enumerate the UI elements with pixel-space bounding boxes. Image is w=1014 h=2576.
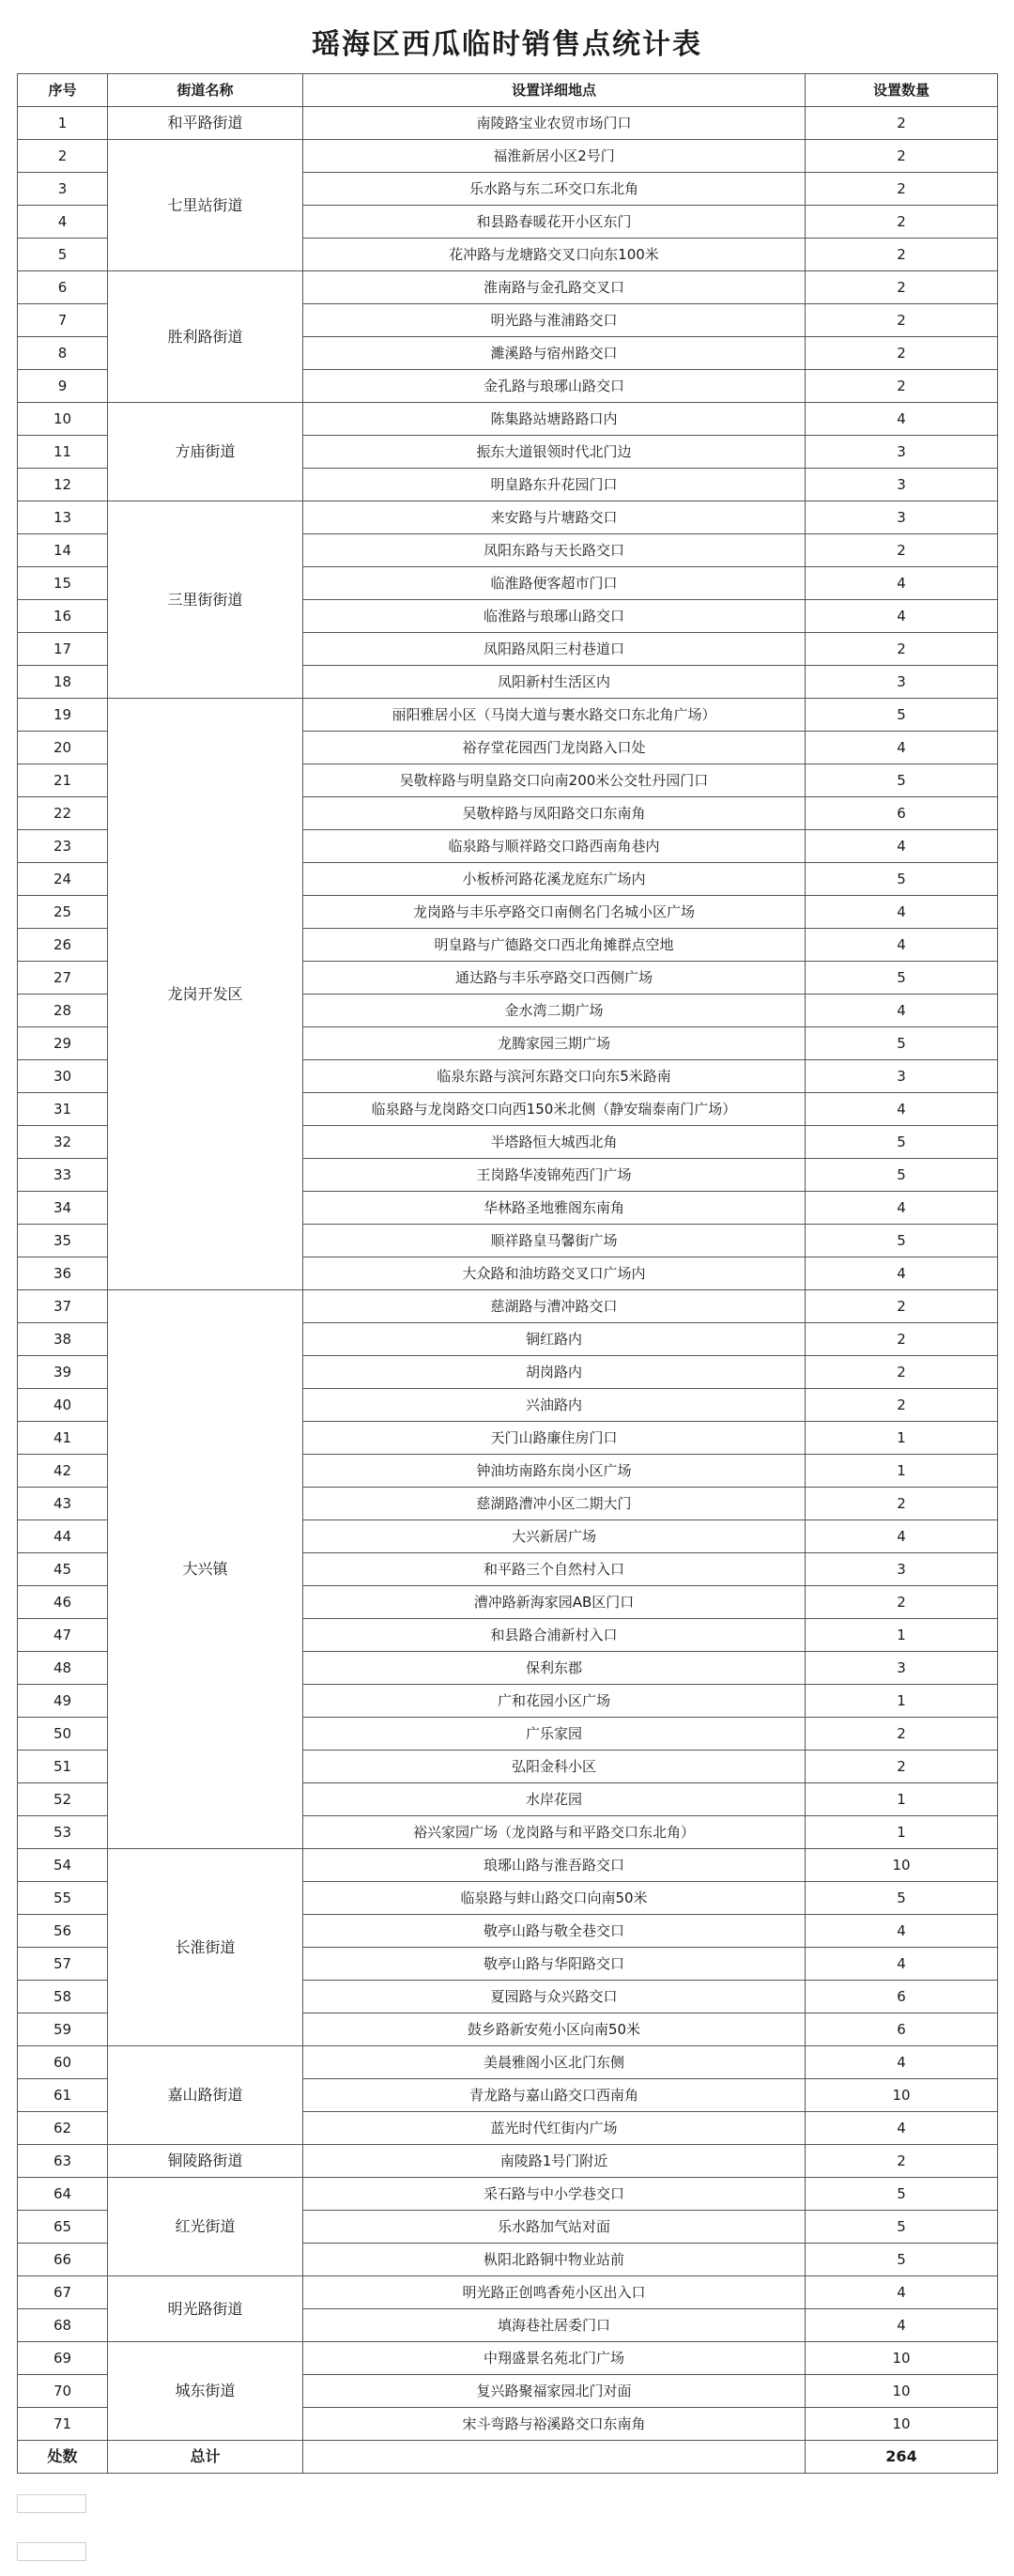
row-count: 2: [806, 1718, 998, 1751]
row-count: 2: [806, 239, 998, 271]
footer-label: 处数: [18, 2441, 108, 2474]
row-address: 大众路和油坊路交叉口广场内: [303, 1257, 806, 1290]
row-address: 凤阳路凤阳三村巷道口: [303, 633, 806, 666]
row-count: 5: [806, 1882, 998, 1915]
row-index: 16: [18, 600, 108, 633]
row-count: 4: [806, 929, 998, 962]
row-count: 6: [806, 2013, 998, 2046]
row-index: 46: [18, 1586, 108, 1619]
row-index: 33: [18, 1159, 108, 1192]
row-count: 4: [806, 732, 998, 764]
street-name: 红光街道: [108, 2178, 303, 2276]
row-count: 3: [806, 501, 998, 534]
row-address: 乐水路与东二环交口东北角: [303, 173, 806, 206]
row-count: 2: [806, 1586, 998, 1619]
row-index: 57: [18, 1948, 108, 1981]
row-address: 龙腾家园三期广场: [303, 1027, 806, 1060]
street-name: 明光路街道: [108, 2276, 303, 2342]
row-index: 45: [18, 1553, 108, 1586]
street-name: 七里站街道: [108, 140, 303, 271]
row-address: 明皇路与广德路交口西北角摊群点空地: [303, 929, 806, 962]
row-address: 临泉东路与滨河东路交口向东5米路南: [303, 1060, 806, 1093]
row-index: 65: [18, 2211, 108, 2244]
row-index: 23: [18, 830, 108, 863]
table-row: [18, 501, 998, 534]
header-street: 街道名称: [108, 74, 303, 107]
row-count: 2: [806, 1323, 998, 1356]
row-count: 2: [806, 2145, 998, 2178]
row-count: 5: [806, 1126, 998, 1159]
header-count: 设置数量: [806, 74, 998, 107]
footer-total: 264: [806, 2441, 998, 2474]
row-address: 花冲路与龙塘路交叉口向东100米: [303, 239, 806, 271]
table-row: [18, 2145, 998, 2178]
row-index: 21: [18, 764, 108, 797]
row-address: 吴敬梓路与明皇路交口向南200米公交牡丹园门口: [303, 764, 806, 797]
row-count: 5: [806, 1027, 998, 1060]
row-index: 31: [18, 1093, 108, 1126]
row-index: 48: [18, 1652, 108, 1685]
row-index: 11: [18, 436, 108, 469]
row-address: 明光路与淮浦路交口: [303, 304, 806, 337]
row-index: 40: [18, 1389, 108, 1422]
row-address: 蓝光时代红街内广场: [303, 2112, 806, 2145]
street-name: 胜利路街道: [108, 271, 303, 403]
row-index: 14: [18, 534, 108, 567]
row-count: 10: [806, 2408, 998, 2441]
row-count: 10: [806, 2079, 998, 2112]
row-address: 胡岗路内: [303, 1356, 806, 1389]
row-count: 5: [806, 2244, 998, 2276]
row-index: 26: [18, 929, 108, 962]
row-count: 1: [806, 1685, 998, 1718]
row-count: 2: [806, 271, 998, 304]
row-count: 2: [806, 1389, 998, 1422]
table-row: [18, 2046, 998, 2079]
row-index: 22: [18, 797, 108, 830]
row-address: 和平路三个自然村入口: [303, 1553, 806, 1586]
row-index: 2: [18, 140, 108, 173]
row-count: 3: [806, 469, 998, 501]
row-address: 振东大道银领时代北门边: [303, 436, 806, 469]
row-count: 4: [806, 1948, 998, 1981]
row-count: 3: [806, 666, 998, 699]
row-index: 62: [18, 2112, 108, 2145]
row-address: 保利东郡: [303, 1652, 806, 1685]
row-index: 39: [18, 1356, 108, 1389]
row-index: 20: [18, 732, 108, 764]
row-index: 42: [18, 1455, 108, 1488]
row-address: 丽阳雅居小区（马岗大道与裹水路交口东北角广场）: [303, 699, 806, 732]
row-address: 裕兴家园广场（龙岗路与和平路交口东北角）: [303, 1816, 806, 1849]
table-row: [18, 403, 998, 436]
row-index: 32: [18, 1126, 108, 1159]
row-address: 金孔路与琅琊山路交口: [303, 370, 806, 403]
footer-blank: [303, 2441, 806, 2474]
row-index: 56: [18, 1915, 108, 1948]
row-count: 2: [806, 173, 998, 206]
row-index: 51: [18, 1751, 108, 1783]
row-address: 华林路圣地雅阁东南角: [303, 1192, 806, 1225]
row-address: 铜红路内: [303, 1323, 806, 1356]
row-address: 临淮路便客超市门口: [303, 567, 806, 600]
row-index: 64: [18, 2178, 108, 2211]
row-index: 59: [18, 2013, 108, 2046]
footer-box-2: [17, 2542, 86, 2561]
row-count: 2: [806, 1751, 998, 1783]
row-count: 2: [806, 140, 998, 173]
row-address: 复兴路聚福家园北门对面: [303, 2375, 806, 2408]
table-row: [18, 2276, 998, 2309]
row-address: 天门山路廉住房门口: [303, 1422, 806, 1455]
row-index: 66: [18, 2244, 108, 2276]
row-index: 17: [18, 633, 108, 666]
row-count: 4: [806, 1915, 998, 1948]
row-count: 1: [806, 1422, 998, 1455]
table-row: [18, 140, 998, 173]
row-address: 广乐家园: [303, 1718, 806, 1751]
row-address: 鼓乡路新安苑小区向南50米: [303, 2013, 806, 2046]
row-count: 2: [806, 633, 998, 666]
row-address: 乐水路加气站对面: [303, 2211, 806, 2244]
street-name: 城东街道: [108, 2342, 303, 2441]
row-index: 9: [18, 370, 108, 403]
row-count: 4: [806, 1520, 998, 1553]
row-address: 陈集路站塘路路口内: [303, 403, 806, 436]
row-count: 10: [806, 2342, 998, 2375]
row-count: 3: [806, 1060, 998, 1093]
row-index: 50: [18, 1718, 108, 1751]
row-count: 5: [806, 2211, 998, 2244]
row-address: 来安路与片塘路交口: [303, 501, 806, 534]
row-address: 弘阳金科小区: [303, 1751, 806, 1783]
row-address: 漕冲路新海家园AB区门口: [303, 1586, 806, 1619]
table-row: [18, 107, 998, 140]
row-index: 35: [18, 1225, 108, 1257]
row-address: 裕存堂花园西门龙岗路入口处: [303, 732, 806, 764]
row-address: 顺祥路皇马馨街广场: [303, 1225, 806, 1257]
row-index: 49: [18, 1685, 108, 1718]
row-address: 宋斗弯路与裕溪路交口东南角: [303, 2408, 806, 2441]
row-index: 3: [18, 173, 108, 206]
row-address: 广和花园小区广场: [303, 1685, 806, 1718]
row-index: 41: [18, 1422, 108, 1455]
row-address: 兴油路内: [303, 1389, 806, 1422]
row-index: 55: [18, 1882, 108, 1915]
row-address: 琅琊山路与淮吾路交口: [303, 1849, 806, 1882]
row-count: 2: [806, 107, 998, 140]
row-index: 70: [18, 2375, 108, 2408]
row-address: 采石路与中小学巷交口: [303, 2178, 806, 2211]
row-count: 4: [806, 403, 998, 436]
row-count: 4: [806, 567, 998, 600]
row-count: 4: [806, 2276, 998, 2309]
row-index: 10: [18, 403, 108, 436]
row-count: 2: [806, 534, 998, 567]
row-index: 5: [18, 239, 108, 271]
street-name: 三里街街道: [108, 501, 303, 699]
row-index: 67: [18, 2276, 108, 2309]
row-count: 5: [806, 764, 998, 797]
row-address: 王岗路华凌锦苑西门广场: [303, 1159, 806, 1192]
row-address: 通达路与丰乐亭路交口西侧广场: [303, 962, 806, 995]
row-address: 临泉路与蚌山路交口向南50米: [303, 1882, 806, 1915]
row-count: 4: [806, 896, 998, 929]
row-count: 1: [806, 1783, 998, 1816]
row-index: 27: [18, 962, 108, 995]
row-count: 2: [806, 337, 998, 370]
row-address: 临泉路与龙岗路交口向西150米北侧（静安瑞泰南门广场）: [303, 1093, 806, 1126]
row-index: 25: [18, 896, 108, 929]
row-count: 5: [806, 962, 998, 995]
row-index: 4: [18, 206, 108, 239]
row-address: 青龙路与嘉山路交口西南角: [303, 2079, 806, 2112]
row-count: 1: [806, 1816, 998, 1849]
row-index: 60: [18, 2046, 108, 2079]
footer-total-label: 总计: [108, 2441, 303, 2474]
row-index: 34: [18, 1192, 108, 1225]
row-count: 10: [806, 2375, 998, 2408]
row-index: 69: [18, 2342, 108, 2375]
row-index: 54: [18, 1849, 108, 1882]
row-count: 2: [806, 206, 998, 239]
street-name: 铜陵路街道: [108, 2145, 303, 2178]
table-row: [18, 2178, 998, 2211]
street-name: 方庙街道: [108, 403, 303, 501]
table-row: [18, 2342, 998, 2375]
row-index: 68: [18, 2309, 108, 2342]
row-address: 淮南路与金孔路交叉口: [303, 271, 806, 304]
table-row: [18, 699, 998, 732]
row-address: 枞阳北路铜中物业站前: [303, 2244, 806, 2276]
row-address: 和县路合浦新村入口: [303, 1619, 806, 1652]
row-count: 3: [806, 1553, 998, 1586]
row-address: 明光路正创鸣香苑小区出入口: [303, 2276, 806, 2309]
street-name: 长淮街道: [108, 1849, 303, 2046]
row-index: 30: [18, 1060, 108, 1093]
row-index: 47: [18, 1619, 108, 1652]
row-address: 敬亭山路与敬全巷交口: [303, 1915, 806, 1948]
street-name: 和平路街道: [108, 107, 303, 140]
row-count: 6: [806, 797, 998, 830]
row-address: 凤阳东路与天长路交口: [303, 534, 806, 567]
street-name: 大兴镇: [108, 1290, 303, 1849]
row-address: 夏园路与众兴路交口: [303, 1981, 806, 2013]
street-name: 嘉山路街道: [108, 2046, 303, 2145]
row-count: 4: [806, 2309, 998, 2342]
row-index: 12: [18, 469, 108, 501]
row-count: 6: [806, 1981, 998, 2013]
row-count: 10: [806, 1849, 998, 1882]
row-index: 36: [18, 1257, 108, 1290]
row-index: 58: [18, 1981, 108, 2013]
row-index: 18: [18, 666, 108, 699]
page-title: 瑶海区西瓜临时销售点统计表: [312, 28, 702, 61]
row-address: 南陵路宝业农贸市场门口: [303, 107, 806, 140]
row-count: 1: [806, 1619, 998, 1652]
row-index: 53: [18, 1816, 108, 1849]
row-index: 61: [18, 2079, 108, 2112]
row-index: 1: [18, 107, 108, 140]
row-index: 7: [18, 304, 108, 337]
row-count: 5: [806, 1225, 998, 1257]
row-count: 3: [806, 1652, 998, 1685]
row-count: 4: [806, 1257, 998, 1290]
row-address: 填海巷社居委门口: [303, 2309, 806, 2342]
row-index: 28: [18, 995, 108, 1027]
row-address: 福淮新居小区2号门: [303, 140, 806, 173]
row-index: 29: [18, 1027, 108, 1060]
row-count: 5: [806, 863, 998, 896]
row-count: 2: [806, 1290, 998, 1323]
table-header-row: [18, 74, 998, 107]
row-count: 4: [806, 1192, 998, 1225]
row-address: 明皇路东升花园门口: [303, 469, 806, 501]
footer-box-1: [17, 2494, 86, 2513]
row-count: 2: [806, 370, 998, 403]
row-address: 大兴新居广场: [303, 1520, 806, 1553]
street-name: 龙岗开发区: [108, 699, 303, 1290]
row-address: 凤阳新村生活区内: [303, 666, 806, 699]
row-count: 2: [806, 1356, 998, 1389]
table-body: [18, 107, 998, 2441]
row-index: 8: [18, 337, 108, 370]
row-count: 2: [806, 304, 998, 337]
row-address: 南陵路1号门附近: [303, 2145, 806, 2178]
row-index: 24: [18, 863, 108, 896]
table-row: [18, 271, 998, 304]
row-count: 4: [806, 830, 998, 863]
row-address: 慈湖路与漕冲路交口: [303, 1290, 806, 1323]
row-address: 小板桥河路花溪龙庭东广场内: [303, 863, 806, 896]
table-row: [18, 1290, 998, 1323]
row-count: 4: [806, 995, 998, 1027]
row-index: 63: [18, 2145, 108, 2178]
row-index: 6: [18, 271, 108, 304]
table-row: [18, 1849, 998, 1882]
row-count: 4: [806, 1093, 998, 1126]
row-count: 4: [806, 2112, 998, 2145]
total-row: [18, 2441, 998, 2474]
row-count: 4: [806, 600, 998, 633]
row-index: 19: [18, 699, 108, 732]
header-index: 序号: [18, 74, 108, 107]
row-address: 钟油坊南路东岗小区广场: [303, 1455, 806, 1488]
row-address: 中翔盛景名苑北门广场: [303, 2342, 806, 2375]
sales-points-table: [17, 73, 998, 2474]
row-address: 水岸花园: [303, 1783, 806, 1816]
row-count: 5: [806, 699, 998, 732]
row-index: 38: [18, 1323, 108, 1356]
row-address: 濉溪路与宿州路交口: [303, 337, 806, 370]
row-address: 美晨雅阁小区北门东侧: [303, 2046, 806, 2079]
row-count: 2: [806, 1488, 998, 1520]
row-index: 52: [18, 1783, 108, 1816]
row-address: 慈湖路漕冲小区二期大门: [303, 1488, 806, 1520]
row-address: 和县路春暖花开小区东门: [303, 206, 806, 239]
row-index: 71: [18, 2408, 108, 2441]
row-index: 13: [18, 501, 108, 534]
row-index: 15: [18, 567, 108, 600]
row-address: 金水湾二期广场: [303, 995, 806, 1027]
row-count: 1: [806, 1455, 998, 1488]
row-count: 3: [806, 436, 998, 469]
row-index: 37: [18, 1290, 108, 1323]
header-address: 设置详细地点: [303, 74, 806, 107]
row-count: 4: [806, 2046, 998, 2079]
row-index: 44: [18, 1520, 108, 1553]
row-address: 半塔路恒大城西北角: [303, 1126, 806, 1159]
row-address: 敬亭山路与华阳路交口: [303, 1948, 806, 1981]
row-address: 龙岗路与丰乐亭路交口南侧名门名城小区广场: [303, 896, 806, 929]
row-address: 吴敬梓路与凤阳路交口东南角: [303, 797, 806, 830]
row-address: 临泉路与顺祥路交口路西南角巷内: [303, 830, 806, 863]
row-count: 5: [806, 2178, 998, 2211]
row-index: 43: [18, 1488, 108, 1520]
row-count: 5: [806, 1159, 998, 1192]
row-address: 临淮路与琅琊山路交口: [303, 600, 806, 633]
